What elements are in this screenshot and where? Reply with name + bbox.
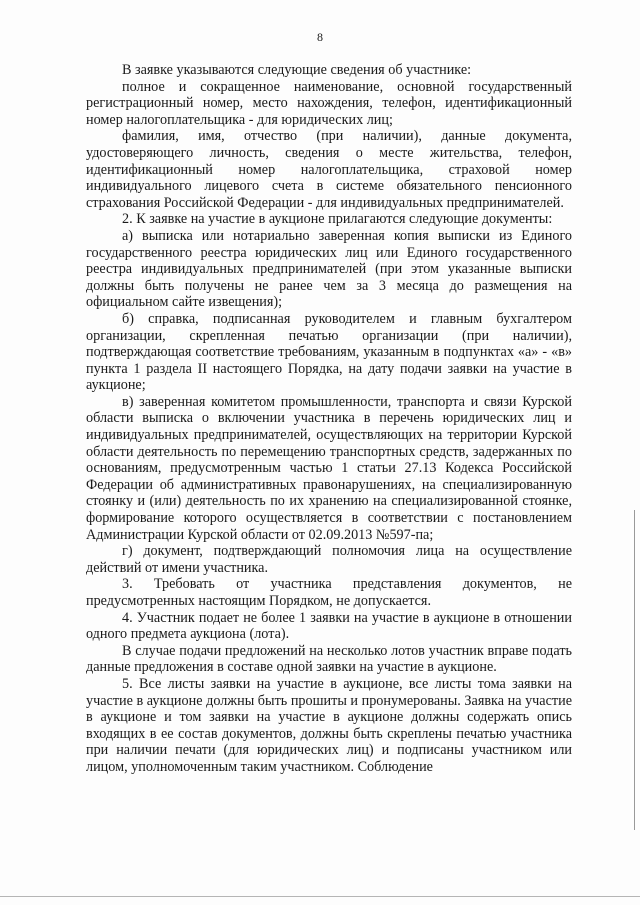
- paragraph-section-3: 3. Требовать от участника представления документов, не предусмотренных настоящим Порядком, не допускается.: [86, 576, 572, 609]
- paragraph-item-g: г) документ, подтверждающий полномочия лица на осуществление действий от имени участника.: [86, 543, 572, 576]
- paragraph-applicant-info-intro: В заявке указываются следующие сведения об участнике:: [122, 62, 472, 78]
- paragraph-section-4: 4. Участник подает не более 1 заявки на участие в аукционе в отношении одного предмета аукциона (лота).: [86, 609, 572, 643]
- scan-edge-line: [634, 510, 635, 830]
- paragraph-section-2: 2. К заявке на участие в аукционе прилагаются следующие документы:: [122, 211, 553, 228]
- paragraph-item-b: б) справка, подписанная руководителем и главным бухгалтером организации, скрепленная печатью организации (при наличии), подтверждающая соответствие требованиям, указанным в подпунктах «а» - «в» пункта 1 раздела II настоящего Порядка, на дату подачи заявки на участие в аукционе;: [86, 310, 572, 394]
- paragraph-multiple-lots: В случае подачи предложений на несколько лотов участник вправе подать данные предложения в составе одной заявки на участие в аукционе.: [86, 642, 572, 676]
- page-number: 8: [317, 30, 323, 44]
- paragraph-section-5: 5. Все листы заявки на участие в аукционе, все листы тома заявки на участие в аукционе должны быть прошиты и пронумерованы. Заявка на участие в аукционе и том заявки на участие в аукционе должны содержать опись входящих в ее состав документов, должны быть скреплены печатью участника при наличии печати (для юридических лиц) и подписаны участником или лицом, уполномоченным таким участником. Соблюдение: [86, 675, 572, 775]
- paragraph-legal-entity-info: полное и сокращенное наименование, основной государственный регистрационный номер, место нахождения, телефон, идентификационный номер налогоплательщика - для юридических лиц;: [86, 78, 572, 128]
- document-body: [86, 62, 572, 776]
- paragraph-item-v: в) заверенная комитетом промышленности, транспорта и связи Курской области выписка о включении участника в перечень юридических лиц и индивидуальных предпринимателей, осуществляющих на территории Курской области деятельность по перемещению транспортных средств, задержанных по основаниям, предусмотренным частью 1 статьи 27.13 Кодекса Российской Федерации об административных правонарушениях, на специализированную стоянку и (или) деятельность по их хранению на специализированной стоянке, формирование которого осуществляется в соответствии с постановлением Администрации Курской области от 02.09.2013 №597-па;: [86, 393, 572, 543]
- scan-bottom-line: [0, 896, 640, 897]
- paragraph-item-a: а) выписка или нотариально заверенная копия выписки из Единого государственного реестра юридических лиц или Единого государственного реестра индивидуальных предпринимателей (при этом указанные выписки должны быть получены не ранее чем за 3 месяца до размещения на официальном сайте извещения);: [86, 227, 572, 311]
- paragraph-individual-info: фамилия, имя, отчество (при наличии), данные документа, удостоверяющего личность, сведения о месте жительства, телефон, идентификационный номер налогоплательщика, страховой номер индивидуального лицевого счета в системе обязательного пенсионного страхования Российской Федерации - для индивидуальных предпринимателей.: [86, 128, 572, 211]
